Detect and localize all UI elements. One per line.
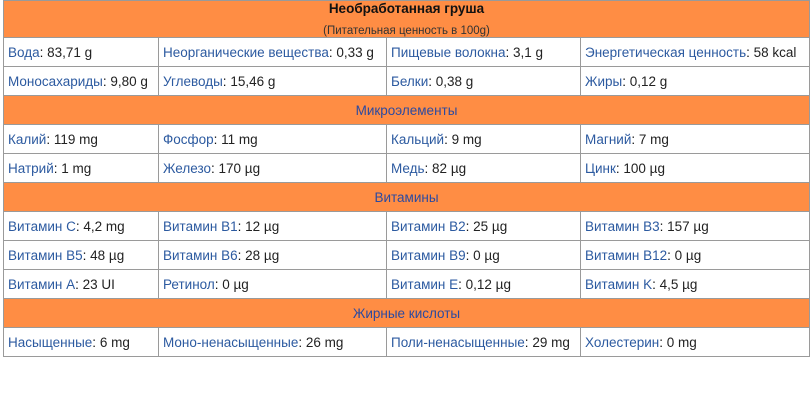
- cell-value: 0,38 g: [435, 73, 474, 89]
- cell-label: Витамин B12: [585, 247, 668, 263]
- cell-label: Витамин C: [8, 218, 76, 234]
- cell-value: 119 mg: [53, 131, 98, 147]
- cell-value: 11 mg: [221, 131, 258, 147]
- cell-value: 7 mg: [638, 131, 669, 147]
- cell-label: Вода: [8, 44, 40, 60]
- table-header-row: [4, 1, 810, 38]
- table-cell: Холестерин: 0 mg: [581, 328, 810, 357]
- table-cell: Насыщенные: 6 mg: [4, 328, 159, 357]
- table-row: [4, 328, 810, 357]
- cell-value: 15,46 g: [230, 73, 276, 89]
- table-cell: Витамин K: 4,5 µg: [581, 270, 810, 299]
- table-cell: Витамин B3: 157 µg: [581, 212, 810, 241]
- cell-value: 157 µg: [667, 218, 709, 234]
- section-title-minerals: Микроэлементы: [4, 96, 810, 125]
- cell-label: Поли-ненасыщенные: [391, 334, 525, 350]
- cell-label: Белки: [391, 73, 429, 89]
- table-cell: Магний: 7 mg: [581, 125, 810, 154]
- cell-value: 100 µg: [623, 160, 665, 176]
- cell-value: 12 µg: [245, 218, 280, 234]
- section-title-fats: Жирные кислоты: [4, 299, 810, 328]
- cell-value: 1 mg: [61, 160, 92, 176]
- cell-value: 0,12 g: [629, 73, 668, 89]
- cell-label: Медь: [391, 160, 425, 176]
- table-cell: Ретинол: 0 µg: [159, 270, 387, 299]
- cell-label: Углеводы: [163, 73, 223, 89]
- cell-value: 28 µg: [245, 247, 280, 263]
- table-cell: Калий: 119 mg: [4, 125, 159, 154]
- cell-value: 4,5 µg: [659, 276, 698, 292]
- table-row: [4, 212, 810, 241]
- section-title-vitamins: Витамины: [4, 183, 810, 212]
- cell-value: 82 µg: [432, 160, 467, 176]
- cell-value: 0 µg: [674, 247, 702, 263]
- cell-label: Витамин B5: [8, 247, 83, 263]
- cell-value: 9 mg: [451, 131, 482, 147]
- cell-label: Энергетическая ценность: [585, 44, 747, 60]
- cell-label: Витамин A: [8, 276, 76, 292]
- cell-label: Витамин B3: [585, 218, 660, 234]
- cell-label: Пищевые волокна: [391, 44, 506, 60]
- table-cell: Кальций: 9 mg: [387, 125, 581, 154]
- cell-label: Жиры: [585, 73, 623, 89]
- cell-value: 0,33 g: [336, 44, 374, 60]
- table-cell: Белки: 0,38 g: [387, 67, 581, 96]
- table-header: [4, 1, 810, 38]
- cell-label: Кальций: [391, 131, 445, 147]
- cell-value: 25 µg: [473, 218, 508, 234]
- cell-label: Витамин B9: [391, 247, 466, 263]
- cell-label: Холестерин: [585, 334, 660, 350]
- table-cell: Неорганические вещества: 0,33 g: [159, 38, 387, 67]
- table-cell: Витамин E: 0,12 µg: [387, 270, 581, 299]
- cell-label: Фосфор: [163, 131, 214, 147]
- table-cell: Поли-ненасыщенные: 29 mg: [387, 328, 581, 357]
- table-cell: Моно-ненасыщенные: 26 mg: [159, 328, 387, 357]
- cell-value: 83,71 g: [47, 44, 93, 60]
- nutrition-table: [3, 0, 810, 357]
- table-cell: Витамин B6: 28 µg: [159, 241, 387, 270]
- cell-value: 0,12 µg: [465, 276, 511, 292]
- cell-label: Насыщенные: [8, 334, 93, 350]
- cell-value: 4,2 mg: [83, 218, 125, 234]
- table-cell: Витамин B9: 0 µg: [387, 241, 581, 270]
- table-cell: Витамин B5: 48 µg: [4, 241, 159, 270]
- table-cell: Пищевые волокна: 3,1 g: [387, 38, 581, 67]
- table-cell: Жиры: 0,12 g: [581, 67, 810, 96]
- table-cell: Витамин C: 4,2 mg: [4, 212, 159, 241]
- cell-value: 6 mg: [99, 334, 130, 350]
- cell-label: Витамин B6: [163, 247, 238, 263]
- table-cell: Медь: 82 µg: [387, 154, 581, 183]
- table-cell: Витамин B2: 25 µg: [387, 212, 581, 241]
- cell-label: Витамин K: [585, 276, 653, 292]
- cell-value: 3,1 g: [513, 44, 544, 60]
- table-row: [4, 154, 810, 183]
- cell-value: 0 µg: [222, 276, 249, 292]
- section-row-minerals: [4, 96, 810, 125]
- cell-label: Цинк: [585, 160, 616, 176]
- table-row: [4, 38, 810, 67]
- table-cell: Натрий: 1 mg: [4, 154, 159, 183]
- cell-value: 23 UI: [82, 276, 115, 292]
- table-cell: Энергетическая ценность: 58 kcal: [581, 38, 810, 67]
- table-cell: Фосфор: 11 mg: [159, 125, 387, 154]
- table-row: [4, 241, 810, 270]
- cell-label: Витамин B2: [391, 218, 466, 234]
- cell-value: 29 mg: [532, 334, 570, 350]
- cell-label: Моносахариды: [8, 73, 103, 89]
- cell-value: 58 kcal: [753, 44, 797, 60]
- table-subtitle: (Питательная ценность в 100g): [323, 25, 490, 37]
- table-cell: Цинк: 100 µg: [581, 154, 810, 183]
- cell-label: Натрий: [8, 160, 54, 176]
- cell-label: Калий: [8, 131, 47, 147]
- cell-value: 26 mg: [305, 334, 344, 350]
- table-cell: Витамин A: 23 UI: [4, 270, 159, 299]
- table-row: [4, 125, 810, 154]
- cell-value: 9,80 g: [110, 73, 148, 89]
- cell-label: Витамин B1: [163, 218, 238, 234]
- table-cell: Витамин B1: 12 µg: [159, 212, 387, 241]
- table-row: [4, 67, 810, 96]
- cell-value: 0 mg: [666, 334, 697, 350]
- section-row-fats: [4, 299, 810, 328]
- table-cell: Железо: 170 µg: [159, 154, 387, 183]
- table-title: Необработанная груша: [328, 1, 485, 16]
- cell-label: Железо: [163, 160, 211, 176]
- cell-value: 48 µg: [90, 247, 125, 263]
- section-row-vitamins: [4, 183, 810, 212]
- table-cell: Углеводы: 15,46 g: [159, 67, 387, 96]
- table-cell: Витамин B12: 0 µg: [581, 241, 810, 270]
- table-row: [4, 270, 810, 299]
- table-cell: Вода: 83,71 g: [4, 38, 159, 67]
- cell-value: 0 µg: [473, 247, 500, 263]
- cell-value: 170 µg: [218, 160, 261, 176]
- cell-label: Витамин E: [391, 276, 459, 292]
- cell-label: Моно-ненасыщенные: [163, 334, 299, 350]
- cell-label: Ретинол: [163, 276, 215, 292]
- table-cell: Моносахариды: 9,80 g: [4, 67, 159, 96]
- cell-label: Неорганические вещества: [163, 44, 329, 60]
- cell-label: Магний: [585, 131, 632, 147]
